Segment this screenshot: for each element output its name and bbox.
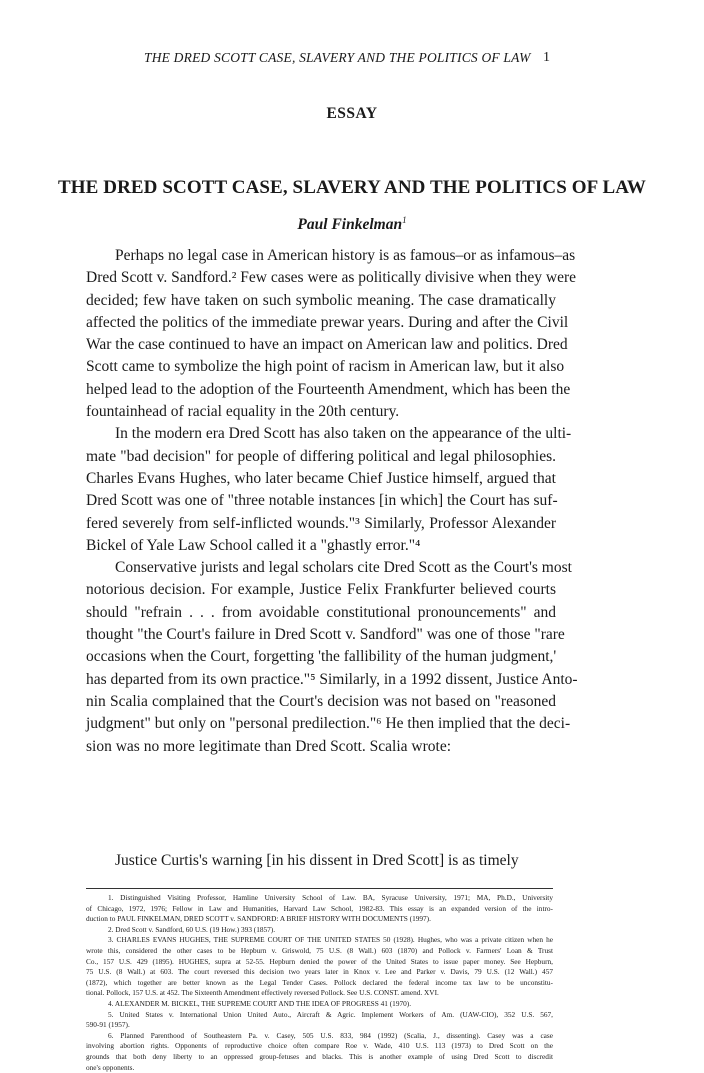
body-line: In the modern era Dred Scott has also taken on the appearance of the ulti-: [86, 423, 556, 445]
footnote-line: duction to PAUL FINKELMAN, DRED SCOTT v. SANDFORD: A BRIEF HISTORY WITH DOCUMENTS (1997).: [86, 914, 553, 925]
body-line: Perhaps no legal case in American history is as famous–or as infamous–as: [86, 245, 556, 267]
body-line: notorious decision. For example, Justice Felix Frankfurter believed courts: [86, 579, 556, 601]
body-line: affected the politics of the immediate prewar years. During and after the Civil: [86, 312, 556, 334]
body-line: mate "bad decision" for people of differing political and legal philosophies.: [86, 446, 556, 468]
footnote-line: (1872), which together are better known as the Legal Tender Cases. Pollock declared the federal income tax law to be unconstitu-: [86, 978, 553, 989]
footnote-line: one's opponents.: [86, 1063, 553, 1073]
body-line: occasions when the Court, forgetting 'the fallibility of the human judgment,': [86, 646, 556, 668]
body-line: Bickel of Yale Law School called it a "ghastly error."⁴: [86, 535, 556, 557]
author-footnote-marker: 1: [402, 215, 407, 225]
footnote-line: grounds that both deny liberty to an oppressed group-fetuses and blacks. This is another example of using Dred Scott to discredit: [86, 1052, 553, 1063]
body-line: has departed from its own practice."⁵ Similarly, in a 1992 dissent, Justice Anto-: [86, 669, 556, 691]
body-line: fountainhead of racial equality in the 20th century.: [86, 401, 556, 423]
footnote-divider: [86, 888, 553, 889]
body-line: Dred Scott was one of "three notable instances [in which] the Court has suf-: [86, 490, 556, 512]
section-label: ESSAY: [0, 105, 704, 123]
body-line: thought "the Court's failure in Dred Scott v. Sandford" was one of those "rare: [86, 624, 556, 646]
body-line: Dred Scott v. Sandford.² Few cases were as politically divisive when they were: [86, 267, 556, 289]
body-line: Charles Evans Hughes, who later became Chief Justice himself, argued that: [86, 468, 556, 490]
essay-body: [86, 245, 556, 758]
footnote-line: 3. CHARLES EVANS HUGHES, THE SUPREME COURT OF THE UNITED STATES 50 (1928). Hughes, who was a private citizen when he: [86, 935, 553, 946]
body-line: Conservative jurists and legal scholars cite Dred Scott as the Court's most: [86, 557, 556, 579]
footnote-line: 590-91 (1957).: [86, 1020, 553, 1031]
body-line: decided; few have taken on such symbolic meaning. The case dramatically: [86, 290, 556, 312]
footnote-line: Co., 157 U.S. 429 (1895). HUGHES, supra at 52-55. Hepburn denied the power of the United States to issue paper money. See Hepburn,: [86, 957, 553, 968]
footnote-line: 6. Planned Parenthood of Southeastern Pa. v. Casey, 505 U.S. 833, 984 (1992) (Scalia, J., dissenting). Casey was a case: [86, 1031, 553, 1042]
footnote-line: tional. Pollock, 157 U.S. at 452. The Sixteenth Amendment effectively reversed Pollock. See U.S. CONST. amend. XVI.: [86, 988, 553, 999]
body-line: Scott came to symbolize the high point of racism in American law, but it also: [86, 356, 556, 378]
footnotes: [86, 893, 553, 1073]
body-line: sion was no more legitimate than Dred Scott. Scalia wrote:: [86, 736, 556, 758]
running-head: [0, 50, 704, 70]
footnote-line: 4. ALEXANDER M. BICKEL, THE SUPREME COURT AND THE IDEA OF PROGRESS 41 (1970).: [86, 999, 553, 1010]
body-line: judgment" but only on "personal predilection."⁶ He then implied that the deci-: [86, 713, 556, 735]
author-byline: [0, 215, 704, 234]
running-head-title: THE DRED SCOTT CASE, SLAVERY AND THE POLITICS OF LAW: [144, 50, 531, 66]
block-quote: Justice Curtis's warning [in his dissent in Dred Scott] is as timely: [115, 852, 555, 870]
page-number: 1: [543, 50, 550, 66]
body-line: nin Scalia complained that the Court's decision was not based on "reasoned: [86, 691, 556, 713]
body-line: should "refrain . . . from avoidable constitutional pronouncements" and: [86, 602, 556, 624]
footnote-line: of Chicago, 1972, 1976; Fellow in Law and Humanities, Harvard Law School, 1982-83. This essay is an expanded version of the intro-: [86, 904, 553, 915]
article-title: THE DRED SCOTT CASE, SLAVERY AND THE POLITICS OF LAW: [0, 177, 704, 199]
footnote-line: wrote this, considered the other cases to be Hepburn v. Griswold, 75 U.S. (8 Wall.) 603 (1870) and Pollock v. Farmers' Loan & Trust: [86, 946, 553, 957]
body-line: War the case continued to have an impact on American law and politics. Dred: [86, 334, 556, 356]
author-name: Paul Finkelman: [297, 216, 402, 233]
footnote-line: 75 U.S. (8 Wall.) at 603. The court reversed this decision two years later in Knox v. Lee and Parker v. Davis, 79 U.S. (12 Wall.) 457: [86, 967, 553, 978]
body-line: fered severely from self-inflicted wounds."³ Similarly, Professor Alexander: [86, 513, 556, 535]
footnote-line: 2. Dred Scott v. Sandford, 60 U.S. (19 How.) 393 (1857).: [86, 925, 553, 936]
footnote-line: 5. United States v. International Union United Auto., Aircraft & Agric. Implement Workers of Am. (UAW-CIO), 352 U.S. 567,: [86, 1010, 553, 1021]
body-line: helped lead to the adoption of the Fourteenth Amendment, which has been the: [86, 379, 556, 401]
footnote-line: involving abortion rights. Opponents of reproductive choice often compare Roe v. Wade, 410 U.S. 113 (1973) to Dred Scott on the: [86, 1041, 553, 1052]
footnote-line: 1. Distinguished Visiting Professor, Hamline University School of Law. BA, Syracuse University, 1971; MA, Ph.D., University: [86, 893, 553, 904]
